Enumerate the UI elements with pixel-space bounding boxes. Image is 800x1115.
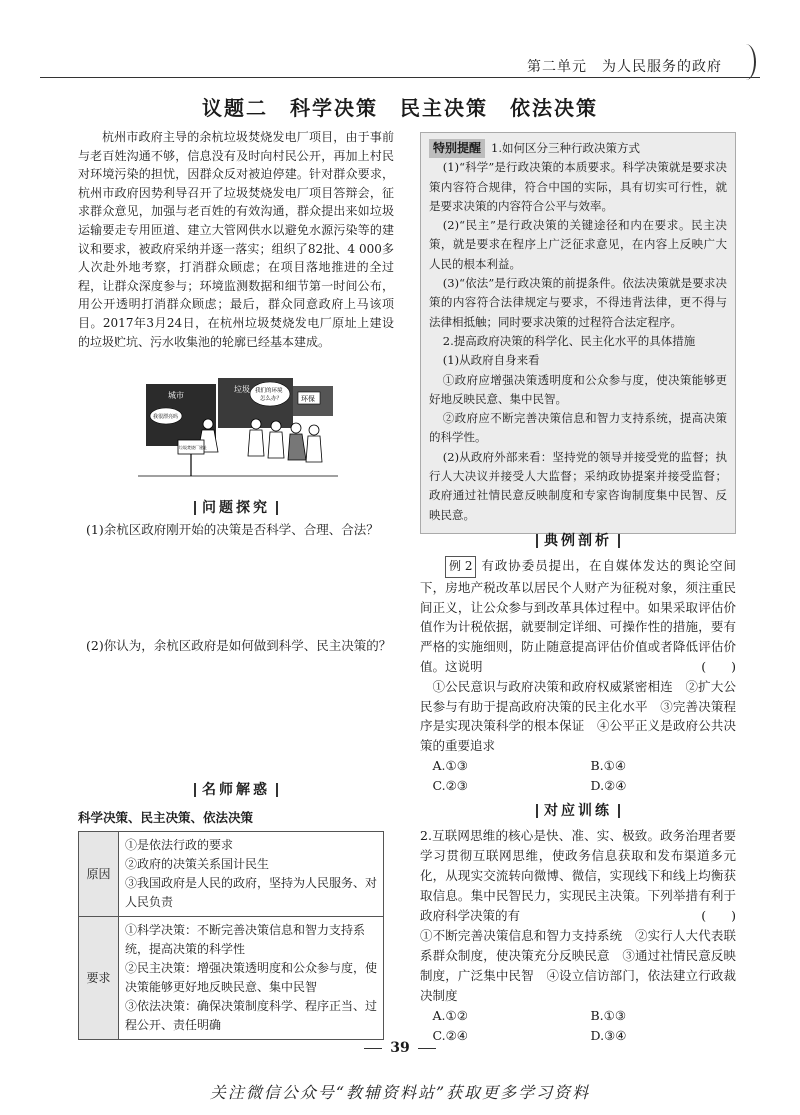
expert-table: [78, 831, 384, 1040]
tips-tag: 特别提醒: [429, 139, 485, 158]
tips-box: [420, 132, 736, 534]
example-block: [420, 556, 736, 796]
option-c[interactable]: C.②③: [432, 777, 469, 793]
example-body: 例 2 有政协委员提出，在自媒体发达的舆论空间下，房地产税改革以居民个人财产为征税对象，须注重民间正义，让公众参与到改革具体过程中。如果采取评估价值作为计税依据，就要制定详细、可操作性的措施，要有严格的实施细则，防止随意提高评估价值或者降低评估价值。这说明 ( ): [420, 556, 736, 677]
section-practice: 对应训练: [420, 800, 736, 820]
example-statements: ①公民意识与政府决策和政府权威紧密相连 ②扩大公民参与有助于提高政府决策的民主化水平 ③完善决策程序是实现决策科学的根本保证 ④公平正义是政府公共决策的重要追求: [420, 678, 736, 754]
option-b[interactable]: B.①④: [590, 757, 627, 773]
tips-line-0: 特别提醒 1.如何区分三种行政决策方式: [429, 139, 727, 158]
table-row: [79, 832, 384, 917]
page-title: 议题二 科学决策 民主决策 依法决策: [202, 96, 598, 120]
sign-protect: 环保: [301, 395, 315, 403]
row-content-reason: ①是依法行政的要求 ②政府的决策关系国计民生 ③我国政府是人民的政府，坚持为人民服务、对人民负责: [119, 832, 384, 917]
option-a[interactable]: A.①②: [432, 1008, 468, 1023]
sign-garbage: 垃圾: [234, 385, 250, 394]
row-content-requirement: ①科学决策：不断完善决策信息和智力支持系统，提高决策的科学性 ②民主决策：增强决策透明度和公众参与度，使决策能够更好地反映民意、集中民智 ③依法决策：确保决策制度科学、程序正当、过程公开、责任明确: [119, 917, 384, 1040]
practice-body: 2.互联网思维的核心是快、准、实、极致。政务治理者要学习贯彻互联网思维，使政务信息获取和发布渠道多元化，从现实交流转向微博、微信，实现线下和线上均衡获取信息。集中民智民力，实现民主决策。下列举措有利于政府科学决策的有 ( ): [420, 826, 736, 926]
practice-block: [420, 826, 736, 1046]
intro-paragraph: 杭州市政府主导的余杭垃圾焚烧发电厂项目，由于事前与老百姓沟通不够，信息没有及时向村民公开，再加上村民对环境污染的担忧，因群众反对被迫停建。针对群众要求，杭州市政府因势利导召开了垃圾焚烧发电厂项目答辩会，征求群众意见，加强与老百姓的有效沟通，群众提出来如垃圾运输要走专用匝道、建立大管网供水以避免水源污染等的建议和要求，被政府采纳并逐一落实；组织了82批、4 000多人次赴外地考察，打消群众顾虑；在项目落地推进的全过程，让群众深度参与；环境监测数据和细节第一时间公布，用公开透明打消群众顾虑；最后，群众同意政府上马该项目。2017年3月24日，在杭州垃圾焚烧发电厂原址上建设的垃圾贮坑、污水收集池的轮廓已经基本建成。: [78, 130, 394, 349]
footer-note: 关注微信公众号“教辅资料站”获取更多学习资料: [209, 1083, 591, 1102]
table-row: [79, 917, 384, 1040]
tips-line-6: ①政府应增强决策透明度和公众参与度，使决策能够更好地反映民意、集中民智。: [429, 372, 727, 406]
header-decoration: [736, 44, 756, 80]
tips-line-3: (3)“依法”是行政决策的前提条件。依法决策就是要求决策的内容符合法律规定与要求，不得违背法律，更不得与法律相抵触；同时要求决策的过程符合法定程序。: [429, 276, 727, 329]
option-d[interactable]: D.②④: [590, 777, 627, 793]
expert-subtitle: 科学决策、民主决策、依法决策: [78, 810, 254, 825]
cartoon-illustration: [138, 372, 338, 482]
example-options: [420, 756, 736, 796]
section-inquiry: 问题探究: [78, 497, 394, 517]
bubble-right-1: 我们的环境: [255, 388, 283, 394]
example-tag: 例 2: [445, 556, 476, 578]
tips-line-4: 2.提高政府决策的科学化、民主化水平的具体措施: [442, 333, 696, 348]
tips-line-8: (2)从政府外部来看：坚持党的领导并接受党的监督；执行人大决议并接受人大监督；采纳政协提案并接受监督；政府通过社情民意反映制度和专家咨询制度集中民智、反映民意。: [429, 449, 727, 522]
bubble-right-2: 怎么办？: [260, 396, 283, 402]
row-head-reason: 原因: [79, 832, 119, 917]
section-expert: 名师解惑: [78, 779, 394, 799]
sign-city: 城市: [168, 391, 184, 400]
unit-title: 第二单元 为人民服务的政府: [527, 59, 722, 75]
page-header: [40, 50, 760, 78]
example-bracket: ( ): [701, 658, 736, 674]
tips-line-1: (1)“科学”是行政决策的本质要求。科学决策就是要求决策内容符合规律，符合中国的实际，具有切实可行性，就是要求决策的内容符合公平与效率。: [429, 160, 727, 213]
option-b[interactable]: B.①③: [590, 1008, 627, 1023]
question-1: (1)余杭区政府刚开始的决策是否科学、合理、合法？: [86, 522, 379, 537]
tips-line-7: ②政府应不断完善决策信息和智力支持系统，提高决策的科学性。: [429, 411, 727, 445]
row-head-requirement: 要求: [79, 917, 119, 1040]
section-example: 典例剖析: [420, 530, 736, 550]
option-a[interactable]: A.①③: [432, 757, 468, 773]
question-2: (2)你认为，余杭区政府是如何做到科学、民主决策的？: [86, 638, 392, 653]
option-d[interactable]: D.③④: [590, 1028, 627, 1043]
intro-column: [78, 128, 394, 351]
option-c[interactable]: C.②④: [432, 1028, 469, 1043]
practice-statements: ①不断完善决策信息和智力支持系统 ②实行人大代表联系群众制度，使决策充分反映民意 ③通过社情民意反映制度，广泛集中民智 ④设立信访部门，依法建立行政裁决制度: [420, 928, 736, 1003]
bubble-left: 我很漂亮吗: [153, 414, 179, 420]
page-number: 39: [0, 1040, 800, 1056]
tips-line-2: (2)“民主”是行政决策的关键途径和内在要求。民主决策，就是要求在程序上广泛征求意见，在内容上反映广大人民的根本利益。: [429, 218, 727, 271]
signpost-text: 垃圾焚烧厂建址: [179, 445, 207, 450]
practice-bracket: ( ): [701, 908, 736, 923]
tips-line-5: (1)从政府自身来看: [442, 353, 540, 368]
